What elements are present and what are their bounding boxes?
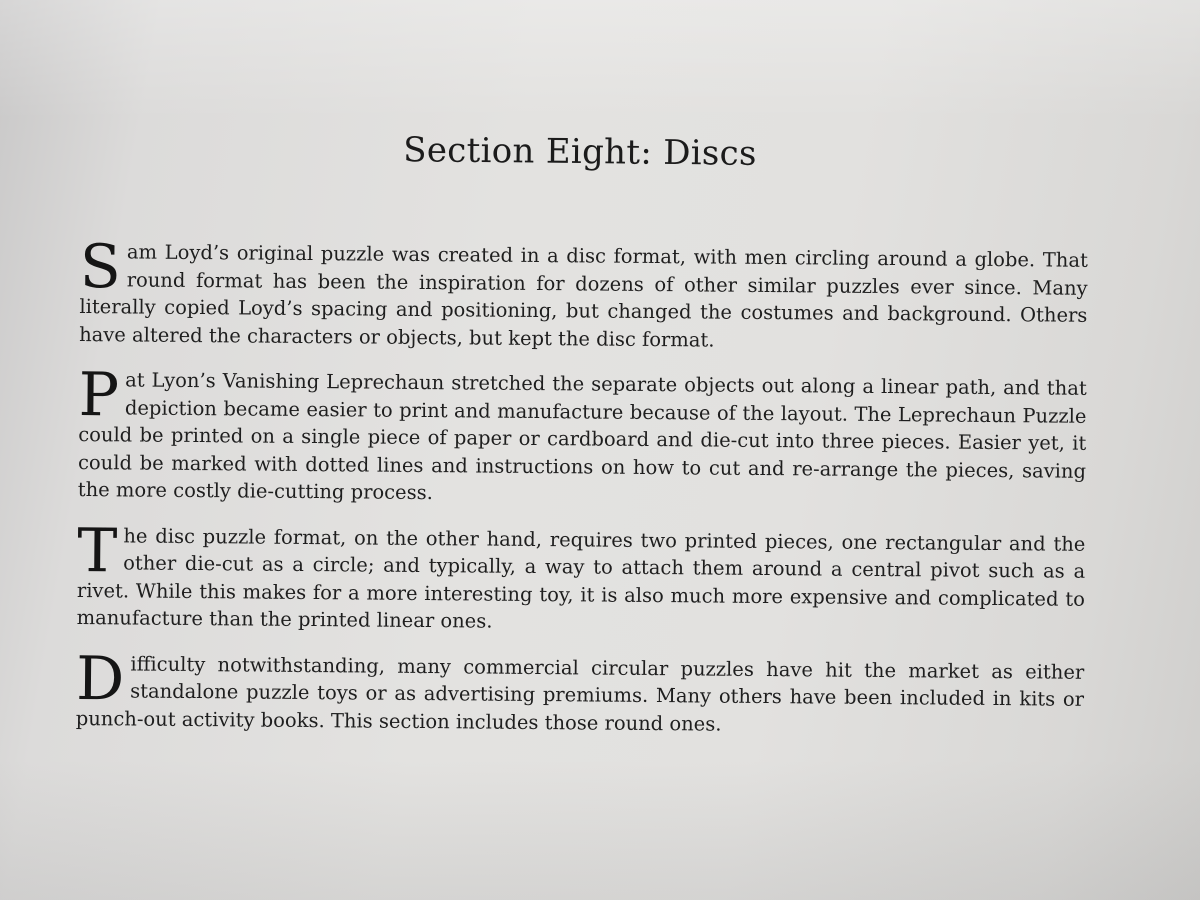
drop-cap: D	[75, 643, 125, 714]
drop-cap: S	[79, 232, 122, 303]
paragraph-1	[79, 232, 1088, 357]
paragraph-text: ifficulty notwithstanding, many commercial circular puzzles have hit the market as either standalone puzzle toys or as advertising premiums. Many others have been included in kits or punch-out activity books. This section includes those round ones.	[75, 651, 1085, 736]
page-highlight	[0, 0, 1200, 120]
paragraph-text: he disc puzzle format, on the other hand, requires two printed pieces, one rectangular and the other die-cut as a circle; and typically, a way to attach them around a central pivot such as a rivet. While this makes for a more interesting toy, it is also much more expensive and complicated to manufacture than the printed linear ones.	[76, 523, 1086, 633]
section-title: Section Eight: Discs	[403, 130, 757, 174]
paragraph-text: at Lyon’s Vanishing Leprechaun stretched the separate objects out along a linear path, and that depiction became easier to print and manufacture because of the layout. The Leprechaun Puzzle could be printed on a single piece of paper or cardboard and die-cut into three pieces. Easier yet, it could be marked with dotted lines and instructions on how to cut and re-arrange the pieces, saving the more costly die-cutting process.	[77, 368, 1087, 505]
page-shadow	[0, 760, 1200, 900]
drop-cap: T	[76, 515, 118, 586]
drop-cap: P	[78, 359, 120, 431]
paragraph-3	[76, 515, 1086, 640]
body-text	[75, 232, 1088, 759]
paragraph-2	[77, 359, 1087, 512]
paragraph-text: am Loyd’s original puzzle was created in a disc format, with men circling around a globe. That round format has been the inspiration for dozens of other similar puzzles ever since. Many literally copied Loyd’s spacing and positioning, but changed the costumes and background. Others have altered the characters or objects, but kept the disc format.	[79, 240, 1088, 352]
paragraph-4	[75, 643, 1085, 740]
